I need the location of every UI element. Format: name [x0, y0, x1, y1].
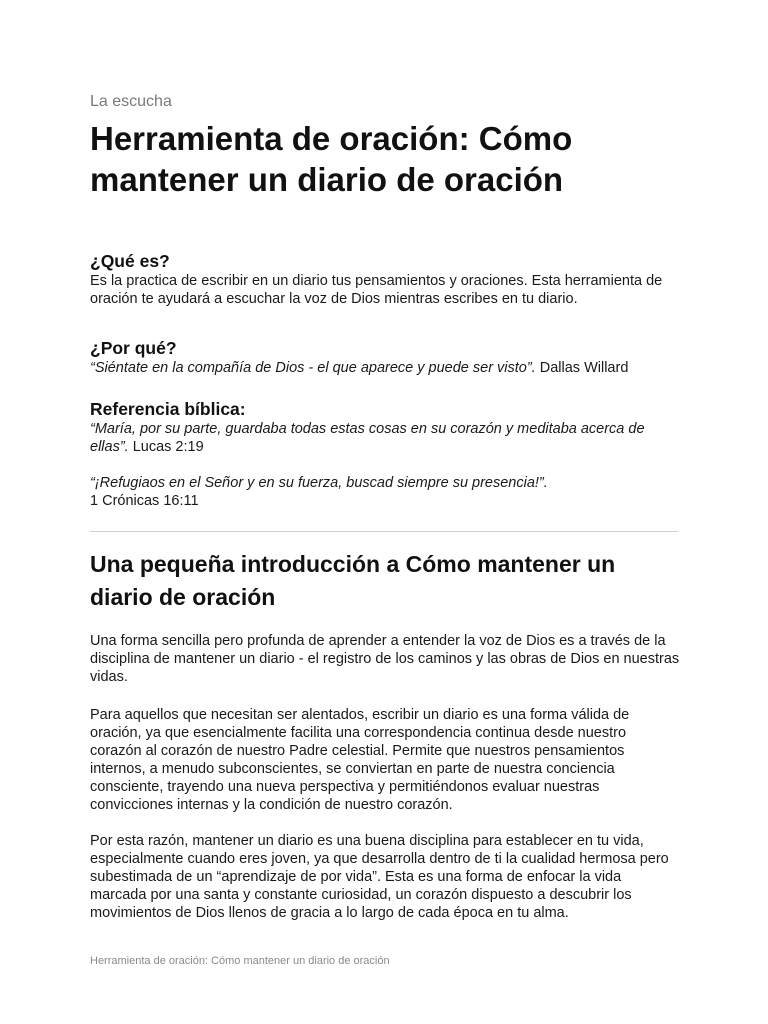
intro-paragraph-3: Por esta razón, mantener un diario es una buena disciplina para establecer en tu vida, especialmente cuando eres joven, ya que desarrolla dentro de ti la cualidad hermosa pero subestimada de un “aprendizaje de por vida”. Esta es una forma de enfocar la vida marcada por una santa y constante curiosidad, un corazón dispuesto a descubrir los movimientos de Dios llenos de gracia a lo largo de cada época en tu alma. — [90, 833, 669, 921]
por-que-heading: ¿Por qué? — [90, 338, 177, 358]
referencia-section — [90, 398, 680, 510]
por-que-quote: “Siéntate en la compañía de Dios - el que aparece y puede ser visto”. — [90, 360, 536, 376]
verse-1-quote: “María, por su parte, guardaba todas estas cosas en su corazón y meditaba acerca de ellas”. — [90, 421, 645, 455]
verse-2-reference: 1 Crónicas 16:11 — [90, 493, 199, 509]
page-title: Herramienta de oración: Cómo mantener un diario de oración — [90, 120, 573, 198]
page-footer: Herramienta de oración: Cómo mantener un diario de oración — [90, 955, 390, 967]
section-eyebrow: La escucha — [90, 93, 172, 110]
verse-1 — [90, 420, 680, 456]
por-que-section — [90, 337, 680, 377]
section-divider — [90, 531, 678, 532]
que-es-section — [90, 250, 680, 308]
que-es-text: Es la practica de escribir en un diario tus pensamientos y oraciones. Esta herramienta de oración te ayudará a escuchar la voz de Dios mientras escribes en tu diario. — [90, 273, 663, 307]
referencia-heading: Referencia bíblica: — [90, 399, 246, 419]
por-que-attribution: Dallas Willard — [535, 360, 629, 376]
que-es-heading: ¿Qué es? — [90, 251, 170, 271]
por-que-text — [90, 359, 680, 377]
verse-2-quote: “¡Refugiaos en el Señor y en su fuerza, buscad siempre su presencia!”. — [90, 475, 548, 491]
intro-heading: Una pequeña introducción a Cómo mantener un diario de oración — [90, 551, 616, 610]
verse-1-reference: Lucas 2:19 — [128, 439, 204, 455]
verse-2 — [90, 474, 680, 510]
intro-paragraph-2: Para aquellos que necesitan ser alentados, escribir un diario es una forma válida de oración, ya que esencialmente facilita una correspondencia continua desde nuestro corazón al corazón de nuestro Padre celestial. Permite que nuestros pensamientos internos, a menudo subconscientes, se conviertan en parte de nuestra conciencia consciente, trayendo una nueva perspectiva y permitiéndonos evaluar nuestras convicciones internas y la condición de nuestro corazón. — [90, 707, 630, 813]
intro-paragraph-1: Una forma sencilla pero profunda de aprender a entender la voz de Dios es a través de la disciplina de mantener un diario - el registro de los caminos y las obras de Dios en nuestras vidas. — [90, 633, 680, 685]
